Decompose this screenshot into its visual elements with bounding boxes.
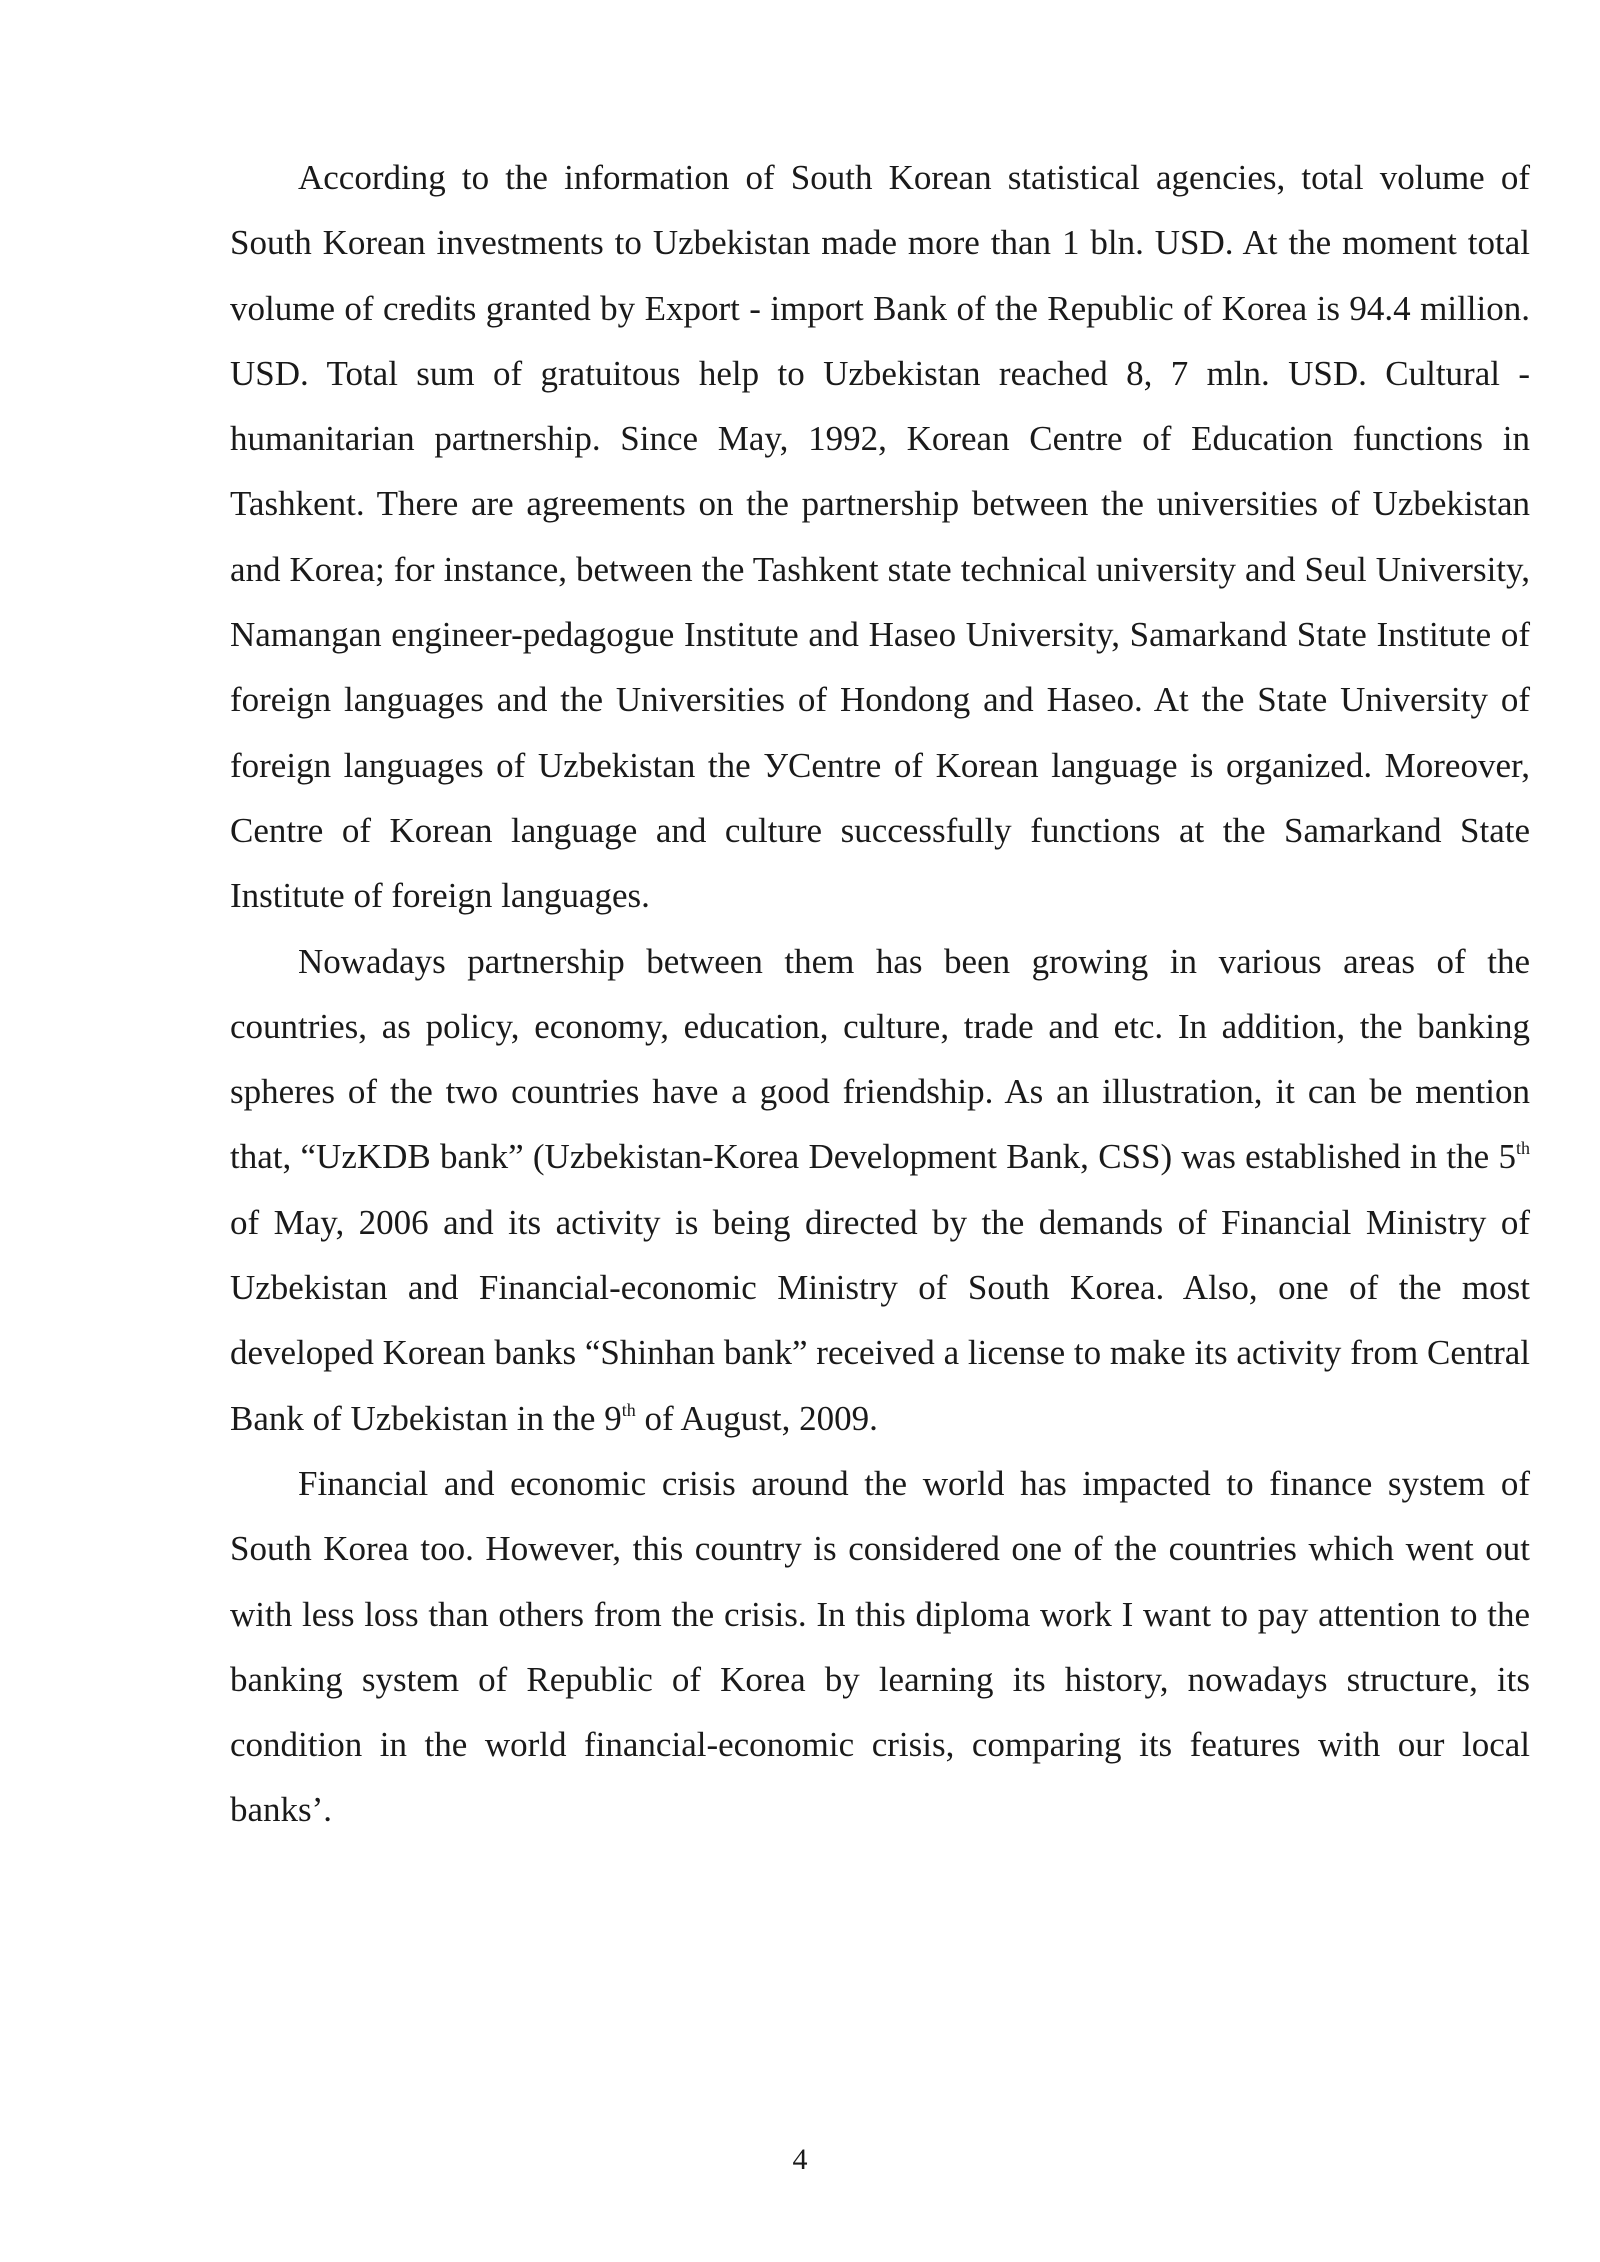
paragraph-text: of May, 2006 and its activity is being directed by the demands of Financial Ministry of Uzbekistan and Financial-economic Ministry of South Korea. Also, one of the most developed Korean banks “Shinhan bank” received a license to make its activity from Central Bank of Uzbekistan in the 9 (230, 1202, 1530, 1438)
paragraph-text: Financial and economic crisis around the world has impacted to finance system of South Korea too. However, this country is considered one of the countries which went out with less loss than others from the crisis. In this diploma work I want to pay attention to the banking system of Republic of Korea by learning its history, nowadays structure, its condition in the world financial-economic crisis, comparing its features with our local banks’. (230, 1463, 1530, 1830)
paragraph-text: Nowadays partnership between them has been growing in various areas of the countries, as policy, economy, education, culture, trade and etc. In addition, the banking spheres of the two countries have a good friendship. As an illustration, it can be mention that, “UzKDB bank” (Uzbekistan-Korea Development Bank, CSS) was established in the 5 (230, 941, 1530, 1177)
document-page (230, 145, 1530, 1843)
ordinal-suffix: th (621, 1399, 636, 1420)
paragraph-crisis (230, 1451, 1530, 1843)
paragraph-investments (230, 145, 1530, 929)
paragraph-text: According to the information of South Korean statistical agencies, total volume of South Korean investments to Uzbekistan made more than 1 bln. USD. At the moment total volume of credits granted by Export - import Bank of the Republic of Korea is 94.4 million. USD. Total sum of gratuitous help to Uzbekistan reached 8, 7 mln. USD. Cultural - humanitarian partnership. Since May, 1992, Korean Centre of Education functions in Tashkent. There are agreements on the partnership between the universities of Uzbekistan and Korea; for instance, between the Tashkent state technical university and Seul University, Namangan engineer-pedagogue Institute and Haseo University, Samarkand State Institute of foreign languages and the Universities of Hondong and Haseo. At the State University of foreign languages of Uzbekistan the УCentre of Korean language is organized. Moreover, Centre of Korean language and culture successfully functions at the Samarkand State Institute of foreign languages. (230, 158, 1530, 916)
page-number: 4 (792, 2143, 808, 2176)
paragraph-partnership (230, 929, 1530, 1451)
ordinal-suffix: th (1515, 1138, 1530, 1159)
paragraph-text: of August, 2009. (635, 1398, 878, 1438)
